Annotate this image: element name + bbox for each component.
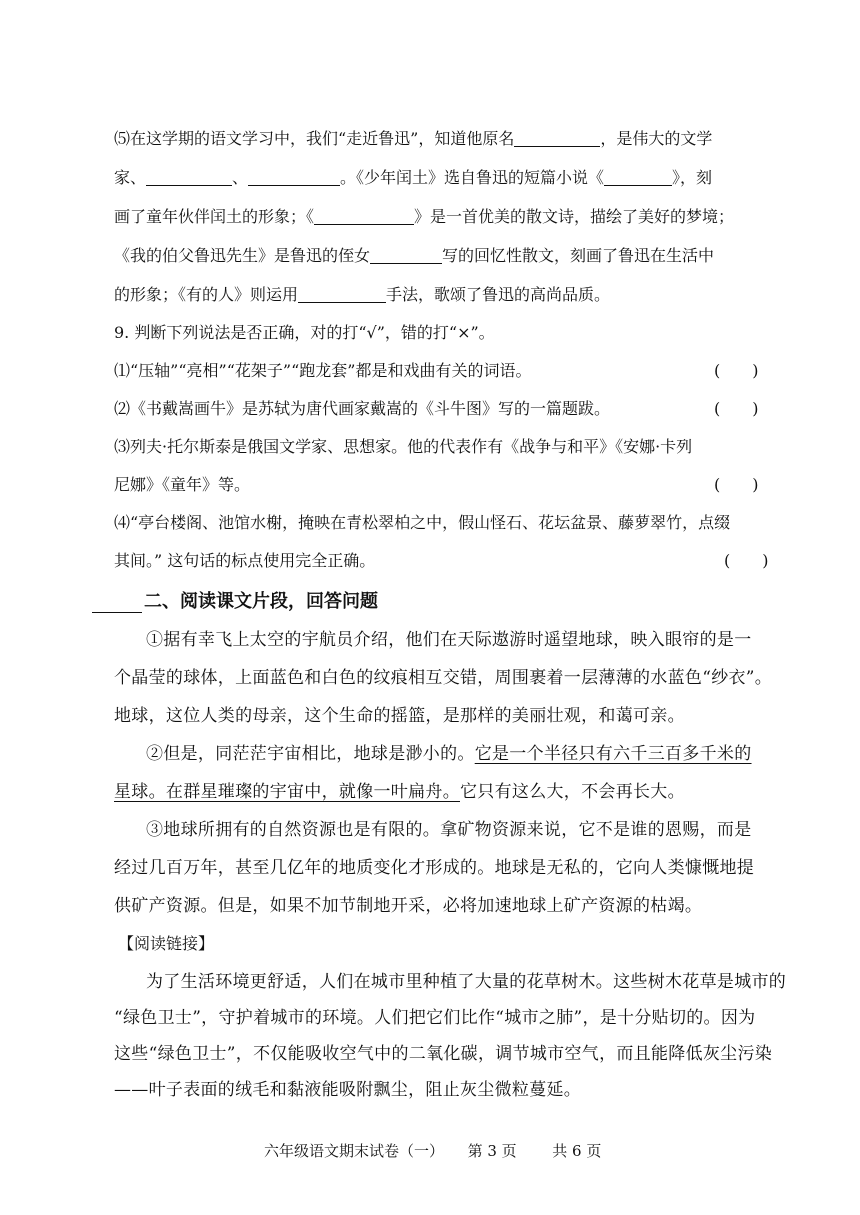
underlined-sentence: 星球。在群星璀璨的宇宙中，就像一叶扁舟。 (114, 782, 460, 802)
passage-p1-line-3: 地球，这位人类的母亲，这个生命的摇篮，是那样的美丽壮观，和蔼可亲。 (114, 706, 685, 726)
q9-item-2: ⑵《书戴嵩画牛》是苏轼为唐代画家戴嵩的《斗牛图》写的一篇题跋。 (114, 399, 611, 418)
passage-p1-line-2: 个晶莹的球体，上面蓝色和白色的纹痕相互交错，周围裹着一层薄薄的水蓝色“纱衣”。 (114, 668, 773, 688)
page-footer (264, 1140, 601, 1161)
answer-parentheses[interactable]: ( ) (714, 475, 759, 494)
answer-blank[interactable] (370, 247, 442, 264)
answer-parentheses[interactable]: ( ) (724, 551, 769, 570)
reading-link-line-2: “绿色卫士”，守护着城市的环境。人们把它们比作“城市之肺”，是十分贴切的。因为 (114, 1008, 756, 1028)
total-pages: 共 6 页 (552, 1142, 602, 1160)
answer-blank[interactable] (604, 169, 672, 186)
reading-link-title: 【阅读链接】 (118, 934, 215, 953)
q8-5-line-5: 的形象；《有的人》则运用 手法，歌颂了鲁迅的高尚品质。 (114, 285, 611, 304)
q9-item-4-line-2: 其间。” 这句话的标点使用完全正确。 (114, 551, 376, 570)
score-blank[interactable] (92, 612, 142, 613)
passage-p2-line-2: 星球。在群星璀璨的宇宙中，就像一叶扁舟。它只有这么大，不会再长大。 (114, 782, 685, 802)
passage-p1-line-1: ①据有幸飞上太空的宇航员介绍，他们在天际遨游时遥望地球，映入眼帘的是一 (146, 630, 752, 650)
q8-5-line-1: ⑸在这学期的语文学习中，我们“走近鲁迅”，知道他原名 ，是伟大的文学 (114, 129, 713, 148)
q9-title: 9. 判断下列说法是否正确，对的打“√”，错的打“×”。 (114, 323, 495, 342)
passage-p2-line-1: ②但是，同茫茫宇宙相比，地球是渺小的。它是一个半径只有六千三百多千米的 (146, 744, 752, 764)
page-number: 第 3 页 (467, 1142, 517, 1160)
answer-blank[interactable] (314, 208, 414, 225)
underlined-sentence: 它是一个半径只有六千三百多千米的 (474, 744, 752, 764)
q9-item-3-line-1: ⑶列夫·托尔斯泰是俄国文学家、思想家。他的代表作有《战争与和平》《安娜·卡列 (114, 437, 693, 456)
reading-link-line-3: 这些“绿色卫士”，不仅能吸收空气中的二氧化碳，调节城市空气，而且能降低灰尘污染 (114, 1044, 773, 1064)
reading-link-line-1: 为了生活环境更舒适，人们在城市里种植了大量的花草树木。这些树木花草是城市的 (146, 972, 787, 992)
answer-blank[interactable] (298, 286, 386, 303)
passage-p3-line-1: ③地球所拥有的自然资源也是有限的。拿矿物资源来说，它不是谁的恩赐，而是 (146, 820, 752, 840)
answer-blank[interactable] (248, 169, 340, 186)
q8-5-line-4: 《我的伯父鲁迅先生》是鲁迅的侄女 写的回忆性散文，刻画了鲁迅在生活中 (114, 246, 715, 265)
passage-p3-line-3: 供矿产资源。但是，如果不加节制地开采，必将加速地球上矿产资源的枯竭。 (114, 896, 703, 916)
answer-parentheses[interactable]: ( ) (714, 399, 759, 418)
q9-item-4-line-1: ⑷“亭台楼阁、池馆水榭，掩映在青松翠柏之中，假山怪石、花坛盆景、藤萝翠竹，点缀 (114, 513, 731, 532)
answer-blank[interactable] (514, 130, 600, 147)
q8-5-line-3: 画了童年伙伴闰土的形象；《 》是一首优美的散文诗，描绘了美好的梦境； (114, 207, 735, 226)
reading-link-line-4: ——叶子表面的绒毛和黏液能吸附飘尘，阻止灰尘微粒蔓延。 (114, 1080, 582, 1100)
q9-item-3-line-2: 尼娜》《童年》等。 (114, 475, 251, 494)
passage-p3-line-2: 经过几百万年，甚至几亿年的地质变化才形成的。地球是无私的，它向人类慷慨地提 (114, 858, 755, 878)
section-heading: 二、阅读课文片段，回答问题 (144, 591, 378, 612)
answer-parentheses[interactable]: ( ) (714, 361, 759, 380)
exam-title: 六年级语文期末试卷（一） (264, 1142, 445, 1160)
q9-item-1: ⑴“压轴”“亮相”“花架子”“跑龙套”都是和戏曲有关的词语。 (114, 361, 532, 380)
q8-5-line-2: 家、 、 。《少年闰土》选自鲁迅的短篇小说《 》，刻 (114, 168, 713, 187)
answer-blank[interactable] (146, 169, 232, 186)
